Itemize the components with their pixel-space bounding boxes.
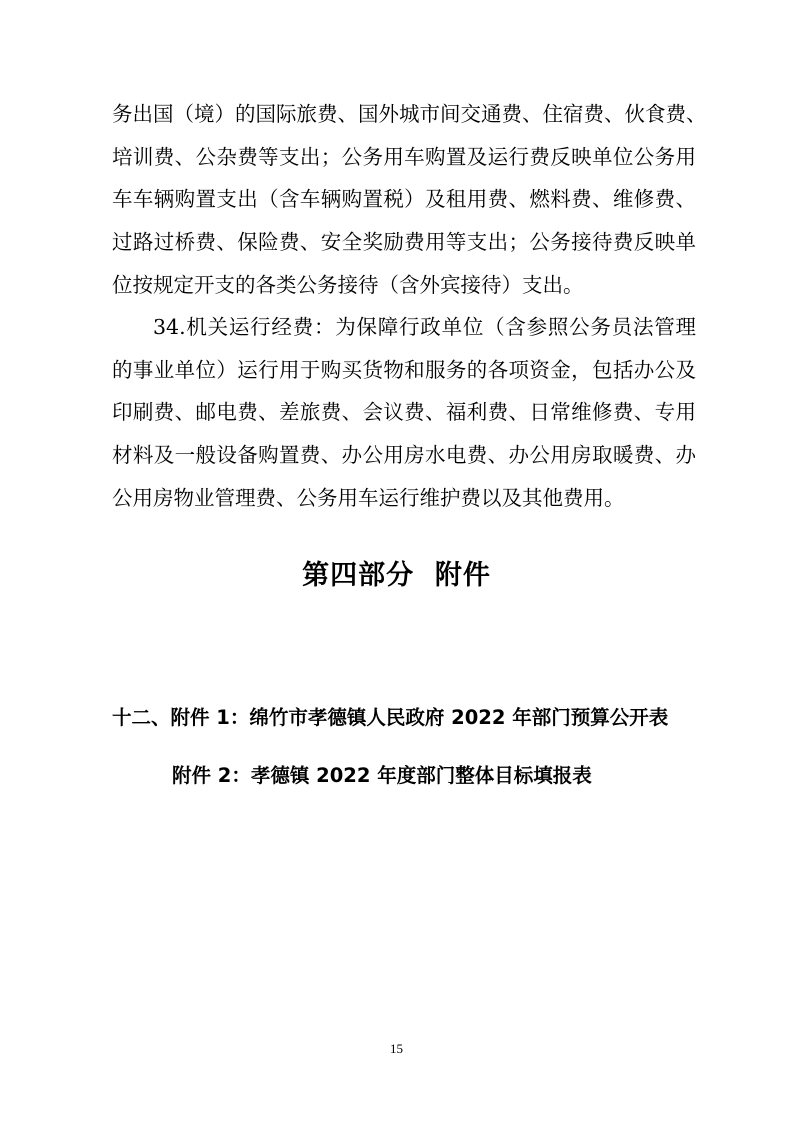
text-line: 培训费、公杂费等支出；公务用车购置及运行费反映单位公务用 — [112, 144, 696, 169]
text-line: 公用房物业管理费、公务用车运行维护费以及其他费用。 — [112, 485, 625, 510]
attachment-2-title: 附件 2：孝德镇 2022 年度部门整体目标填报表 — [172, 764, 592, 787]
text-line: 过路过桥费、保险费、安全奖励费用等支出；公务接待费反映单 — [112, 230, 696, 255]
text-line: 车车辆购置支出（含车辆购置税）及租用费、燃料费、维修费、 — [112, 187, 696, 212]
page-number: 15 — [390, 1041, 403, 1056]
text-line: 印刷费、邮电费、差旅费、会议费、福利费、日常维修费、专用 — [112, 400, 696, 425]
section-title: 第四部分 附件 — [302, 560, 491, 591]
body-paragraph-operating-costs — [112, 306, 696, 520]
text-line: 34.机关运行经费：为保障行政单位（含参照公务员法管理 — [153, 315, 696, 339]
text-line: 的事业单位）运行用于购买货物和服务的各项资金，包括办公及 — [112, 357, 696, 382]
text-line: 位按规定开支的各类公务接待（含外宾接待）支出。 — [112, 272, 584, 297]
attachment-1-title: 十二、附件 1：绵竹市孝德镇人民政府 2022 年部门预算公开表 — [112, 706, 669, 729]
text-line: 务出国（境）的国际旅费、国外城市间交通费、住宿费、伙食费、 — [112, 102, 707, 126]
text-line: 材料及一般设备购置费、办公用房水电费、办公用房取暖费、办 — [112, 443, 696, 468]
body-paragraph-expenses — [112, 93, 707, 307]
